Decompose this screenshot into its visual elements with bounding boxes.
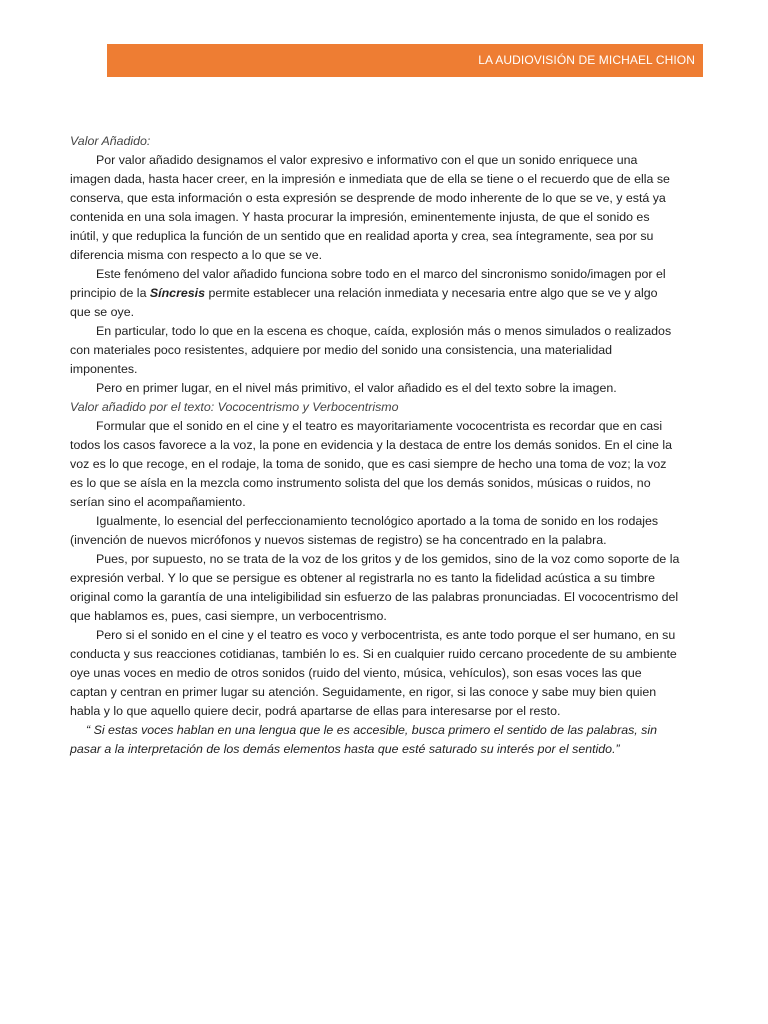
section-heading-valor-anadido: Valor Añadido: xyxy=(70,134,151,148)
paragraph: Igualmente, lo esencial del perfeccionamiento tecnológico aportado a la toma de sonido en los rodajes (invención de nuevos micrófonos y nuevos sistemas de registro) se ha concentrado en la palabra. xyxy=(70,514,659,547)
document-body xyxy=(70,132,680,759)
paragraph: Pero si el sonido en el cine y el teatro es voco y verbocentrista, es ante todo porque el ser humano, en su conducta y sus reacciones cotidianas, también lo es. Si en cualquier ruido cercano procedente de su ambiente oye unas voces en medio de otros sonidos (ruido del viento, música, vehículos), son esas voces las que captan y centran en primer lugar su atención. Seguidamente, en rigor, si las conoce y sabe muy bien quien habla y lo que aquello quiere decir, podrá apartarse de ellas para interesarse por el resto. xyxy=(70,628,677,718)
paragraph: Pero en primer lugar, en el nivel más primitivo, el valor añadido es el del texto sobre la imagen. xyxy=(96,381,617,395)
paragraph-text: permite establecer una relación inmediata y necesaria entre algo que se ve y algo que se oye. xyxy=(70,286,658,319)
header-title: LA AUDIOVISIÓN DE MICHAEL CHION xyxy=(478,53,695,67)
paragraph: Pues, por supuesto, no se trata de la voz de los gritos y de los gemidos, sino de la voz como soporte de la expresión verbal. Y lo que se persigue es obtener al registrarla no es tanto la fidelidad acústica a su timbre original como la garantía de una inteligibilidad sin esfuerzo de las palabras pronunciadas. El vococentrismo del que hablamos es, pues, casi siempre, un verbocentrismo. xyxy=(70,552,680,623)
sincresis-term: Síncresis xyxy=(149,286,206,300)
paragraph: Por valor añadido designamos el valor expresivo e informativo con el que un sonido enriquece una imagen dada, hasta hacer creer, en la impresión e inmediata que de ella se tiene o el recuerdo que de ella se conserva, que esta información o esta expresión se desprende de modo inherente de lo que se ve, y está ya contenida en una sola imagen. Y hasta procurar la impresión, eminentemente injusta, de que el sonido es inútil, y que reduplica la función de un sentido que en realidad aporta y crea, sea íntegramente, sea por su diferencia misma con respecto a lo que se ve. xyxy=(70,153,670,262)
paragraph: En particular, todo lo que en la escena es choque, caída, explosión más o menos simulados o realizados con materiales poco resistentes, adquiere por medio del sonido una consistencia, una materialidad imponentes. xyxy=(70,324,672,376)
section-heading-vococentrismo: Valor añadido por el texto: Vococentrismo y Verbocentrismo xyxy=(70,400,399,414)
paragraph: Formular que el sonido en el cine y el teatro es mayoritariamente vococentrista es recordar que en casi todos los casos favorece a la voz, la pone en evidencia y la destaca de entre los demás sonidos. En el cine la voz es lo que recoge, en el rodaje, la toma de sonido, que es casi siempre de hecho una toma de voz; la voz es lo que se aísla en la mezcla como instrumento solista del que los demás sonidos, músicas o ruidos, no serían sino el acompañamiento. xyxy=(70,419,672,509)
paragraph-text: Este fenómeno del valor añadido funciona sobre todo en el marco del sincronismo sonido/imagen por el principio de la xyxy=(70,267,666,300)
header-bar xyxy=(107,44,703,77)
quote: “ Si estas voces hablan en una lengua que le es accesible, busca primero el sentido de las palabras, sin pasar a la interpretación de los demás elementos hasta que esté saturado su interés por el sentido.” xyxy=(70,723,658,756)
paragraph xyxy=(70,265,680,322)
